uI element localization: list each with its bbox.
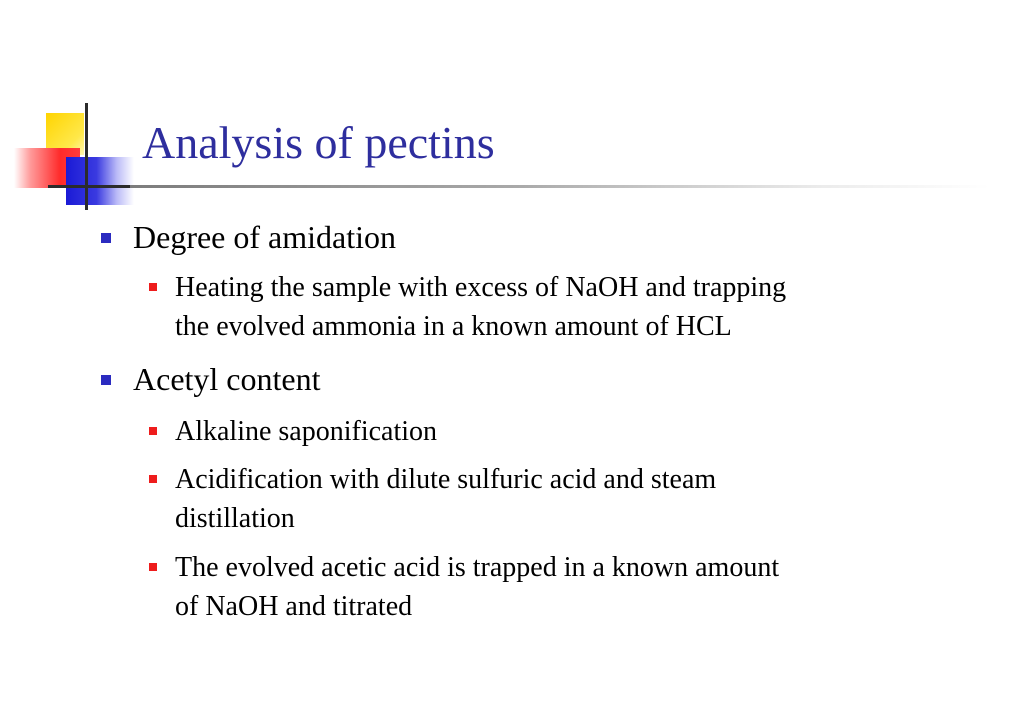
bullet-acetyl-content bbox=[133, 361, 320, 397]
square-bullet-icon bbox=[149, 283, 157, 291]
slide-title: Analysis of pectins bbox=[142, 117, 495, 168]
bullet-text: Acetyl content bbox=[133, 361, 321, 397]
sub-bullet-heating bbox=[175, 268, 995, 346]
square-bullet-icon bbox=[149, 563, 157, 571]
slide-logo-decoration bbox=[0, 0, 140, 220]
title-underline bbox=[130, 185, 990, 188]
sub-bullet-text-line: distillation bbox=[175, 503, 295, 534]
logo-blue-square bbox=[66, 157, 134, 205]
square-bullet-icon bbox=[101, 233, 111, 243]
sub-bullet-acidification bbox=[175, 460, 995, 538]
logo-vertical-line bbox=[85, 103, 88, 210]
sub-bullet-text-line: The evolved acetic acid is trapped in a known amount bbox=[175, 552, 780, 583]
sub-bullet-alkaline bbox=[175, 412, 995, 451]
sub-bullet-text-line: the evolved ammonia in a known amount of HCL bbox=[175, 311, 732, 342]
bullet-text: Degree of amidation bbox=[133, 219, 396, 255]
sub-bullet-text-line: Heating the sample with excess of NaOH and trapping bbox=[175, 272, 787, 303]
bullet-degree-of-amidation bbox=[133, 219, 396, 255]
sub-bullet-acetic-acid bbox=[175, 548, 995, 626]
square-bullet-icon bbox=[101, 375, 111, 385]
sub-bullet-text-line: Acidification with dilute sulfuric acid and steam bbox=[175, 464, 717, 495]
logo-horizontal-line bbox=[48, 185, 140, 188]
square-bullet-icon bbox=[149, 427, 157, 435]
square-bullet-icon bbox=[149, 475, 157, 483]
sub-bullet-text-line: of NaOH and titrated bbox=[175, 591, 413, 622]
sub-bullet-text-line: Alkaline saponification bbox=[175, 416, 438, 447]
